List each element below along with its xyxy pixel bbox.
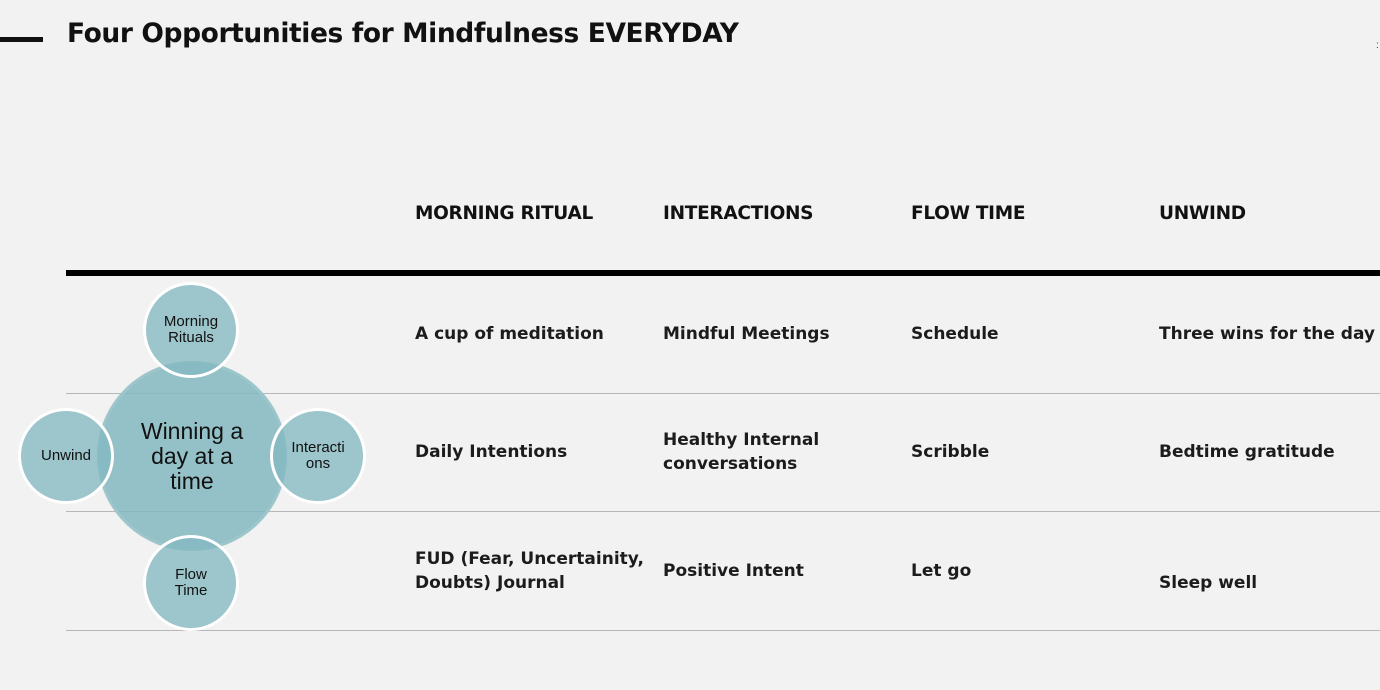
interactions-circle xyxy=(270,408,366,504)
table-cell: FUD (Fear, Uncertainity, Doubts) Journal xyxy=(415,549,645,593)
interactions-label: Interacti ons xyxy=(291,439,345,472)
flow-time-circle xyxy=(143,535,239,631)
title-accent-bar xyxy=(0,37,43,42)
column-header-interactions: INTERACTIONS xyxy=(663,203,814,224)
table-cell: Let go xyxy=(911,561,972,581)
table-cell: Daily Intentions xyxy=(415,442,568,462)
table-cell: Mindful Meetings xyxy=(663,324,830,344)
center-circle xyxy=(97,361,287,551)
flow-time-label: Flow Time xyxy=(174,566,208,599)
slide-title: Four Opportunities for Mindfulness EVERYDAY xyxy=(67,18,739,49)
table-cell: Bedtime gratitude xyxy=(1159,442,1335,462)
unwind-circle xyxy=(18,408,114,504)
row-divider xyxy=(66,630,1380,631)
table-cell: Positive Intent xyxy=(663,561,804,581)
column-header-flow-time: FLOW TIME xyxy=(911,203,1026,224)
header-divider xyxy=(66,270,1380,276)
column-header-unwind: UNWIND xyxy=(1159,203,1246,224)
table-cell: Schedule xyxy=(911,324,999,344)
center-circle-label: Winning a day at a time xyxy=(140,417,244,494)
morning-rituals-circle xyxy=(143,282,239,378)
morning-rituals-label: Morning Rituals xyxy=(163,313,219,346)
table-cell: A cup of meditation xyxy=(415,324,604,344)
unwind-label: Unwind xyxy=(40,447,92,464)
table-cell: Scribble xyxy=(911,442,990,462)
table-cell: Healthy Internal conversations xyxy=(663,430,820,474)
table-cell: Sleep well xyxy=(1159,573,1258,593)
column-header-morning-ritual: MORNING RITUAL xyxy=(415,203,593,224)
table-cell: Three wins for the day xyxy=(1159,324,1375,344)
edge-mark: : xyxy=(1376,40,1379,51)
